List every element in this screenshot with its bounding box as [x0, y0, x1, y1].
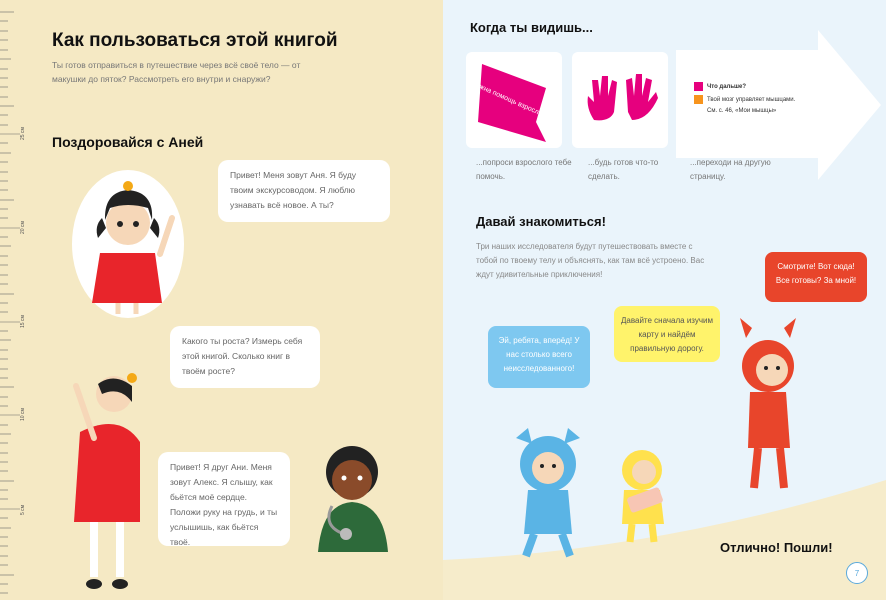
intro-text: Ты готов отправиться в путешествие через всё своё тело — от макушки до пяток? Рассмотреть его внутри и снаружи? [52, 60, 301, 84]
meet-text: Три наших исследователя будут путешествовать вместе с тобой по твоему телу и объяснять, как там всё устроено. Вас ждут удивительные приключения! [476, 242, 705, 279]
section-title-hello: Поздоровайся с Аней [52, 134, 204, 150]
adult-help-flag-icon [466, 52, 562, 148]
caption-get-ready: ...будь готов что-то сделать. [588, 158, 659, 181]
page-number: 7 [846, 562, 868, 584]
adult-help-label: Нужна помощь взрослого! [470, 80, 551, 122]
what-next-card [678, 52, 820, 148]
measuring-ruler [0, 0, 34, 600]
yellow-character-bubble: Давайте сначала изучим карту и найдём правильную дорогу. [614, 306, 720, 362]
blue-character-bubble: Эй, ребята, вперёд! У нас столько всего неисследованного! [488, 326, 590, 388]
legend-line: Твой мозг управляет мышцами. [707, 96, 796, 103]
hands-card [572, 52, 668, 148]
red-character-bubble: Смотрите! Вот сюда! Все готовы? За мной! [765, 252, 867, 302]
caption-adult-help: ...попроси взрослого тебе помочь. [476, 158, 572, 181]
ruler-label-25: 25 см [20, 127, 26, 140]
anya-standing-illustration [60, 372, 160, 597]
blue-cat-character [506, 424, 590, 560]
what-next-legend [694, 82, 818, 118]
anya-speech-bubble: Привет! Меня зовут Аня. Я буду твоим экскурсоводом. Я люблю узнавать всё новое. А ты? [218, 160, 390, 222]
section-title-meet: Давай знакомиться! [476, 214, 606, 229]
alex-speech-bubble: Привет! Я друг Ани. Меня зовут Алекс. Я слышу, как бьётся моё сердце. Положи руку на грудь, и ты услышишь, как бьётся твоё. [158, 452, 290, 546]
anya-illustration [80, 178, 180, 318]
ruler-label-10: 10 см [20, 408, 26, 421]
ruler-label-5: 5 см [20, 504, 26, 515]
ruler-label-15: 15 см [20, 315, 26, 328]
orange-swatch [694, 95, 703, 104]
magenta-swatch [694, 82, 703, 91]
legend-ref: См. с. 46, «Мои мышцы» [707, 108, 777, 114]
red-character [734, 318, 806, 494]
adult-help-card [466, 52, 562, 148]
lets-go-text: Отлично! Пошли! [720, 540, 833, 555]
right-title: Когда ты видишь... [470, 20, 593, 35]
legend-title: Что дальше? [707, 83, 747, 90]
alex-illustration [310, 440, 400, 552]
height-speech-bubble: Какого ты роста? Измерь себя этой книгой. Сколько книг в твоём росте? [170, 326, 320, 388]
caption-next-page: ...переходи на другую страницу. [690, 158, 771, 181]
ruler-label-20: 20 см [20, 221, 26, 234]
yellow-character [608, 444, 678, 544]
page-title: Как пользоваться этой книгой [52, 30, 338, 51]
hands-icon [572, 52, 668, 148]
